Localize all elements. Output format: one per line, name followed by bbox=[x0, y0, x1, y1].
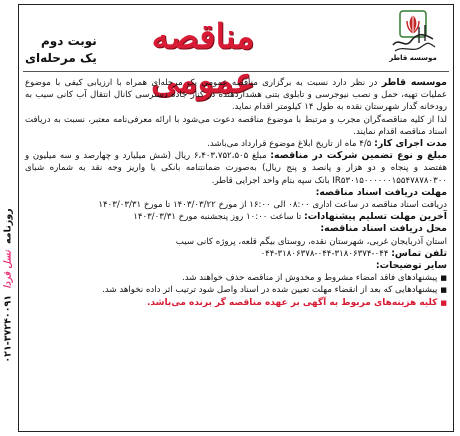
submit-deadline-label: آخرین مهلت تسلیم پیشنهادات: bbox=[304, 211, 447, 223]
calligraphy-logo-icon bbox=[389, 15, 437, 55]
stage-label: یک مرحله‌ای bbox=[25, 51, 97, 65]
receive-deadline-heading bbox=[25, 187, 447, 199]
duration-section bbox=[25, 138, 447, 150]
note-item bbox=[25, 272, 447, 284]
note-2: پیشنهادهایی که بعد از انقضاء مهلت تعیین شده در اسناد واصل شود ترتیب اثر داده نخواهد شد. bbox=[102, 285, 438, 296]
intro-paragraph-2: لذا از کلیه مناقصه‌گران مجرب و مرتبط با موضوع مناقصه دعوت می‌شود با ارائه معرفی‌نامه معتبر، نسبت به دریافت اسناد مناقصه اقدام نمایند. bbox=[25, 114, 447, 137]
guarantee-section bbox=[25, 150, 447, 187]
phone-section bbox=[25, 248, 447, 260]
phone-label: تلفن تماس: bbox=[391, 247, 447, 259]
other-notes-heading bbox=[25, 260, 447, 272]
ad-frame bbox=[18, 4, 454, 432]
intro-text: در نظر دارد نسبت به برگزاری مناقصه عمومی یک مرحله‌ای همراه با ارزیابی کیفی با موضوع عملیات تهیه، حمل و نصب نیوجرسی و تابلوی بتنی هشداردهنده در کنار جاده دسترسی کانال انتقال آب کانی سیب به رودخانه گدار شهرستان نقده به طول ۱۴ کیلومتر اقدام نماید. bbox=[25, 78, 447, 113]
note-3: کلیه هزینه‌های مربوط به آگهی بر عهده مناقصه گر برنده می‌باشد. bbox=[147, 297, 438, 308]
note-1: پیشنهادهای فاقد امضاء مشروط و مخدوش از مناقصه حذف خواهند شد. bbox=[182, 273, 438, 284]
location-label: محل دریافت اسناد مناقصه: bbox=[320, 223, 447, 235]
note-item bbox=[25, 284, 447, 296]
other-notes-label: سایر توضیحات: bbox=[375, 260, 447, 272]
newspaper-name: روزنامه bbox=[2, 208, 14, 244]
newspaper-phone: ۰۲۱-۳۷۲۴۰۰۹۱ bbox=[2, 294, 14, 363]
ad-title: مناقصه عمومی bbox=[150, 17, 256, 101]
newspaper-brand: نسل فردا bbox=[2, 250, 14, 289]
submit-deadline-value: تا ساعت ۱۰:۰۰ روز پنجشنبه مورخ ۱۴۰۳/۰۳/۳۱ bbox=[133, 212, 305, 223]
guarantee-label: مبلغ و نوع تضمین شرکت در مناقصه: bbox=[270, 150, 447, 162]
duration-label: مدت اجرای کار: bbox=[374, 138, 447, 150]
guarantee-value: مبلغ ۶،۴۰۳،۷۵۲،۵۰۵ ریال (شش میلیارد و چهارصد و سه میلیون و هفتصد و پنجاه و دو هزار و پانصد و پنج ریال) به‌صورت ضمانتنامه بانکی یا واریز وجه نقد به شماره شبای IR۵۳۰۱۵۰۰۰۰۰۰۱۵۵۴۷۸۷۸۰۳۰۰ بانک سپه بنام واحد اجرایی قاطر. bbox=[25, 151, 447, 186]
phone-value: ۰۴۴-۳۱۸۰۶۳۷۴-۰۴۴-۳۱۸۰۶۳۷۸-۰۴۴ bbox=[260, 248, 392, 259]
receive-deadline-value: دریافت اسناد مناقصه در ساعت اداری ۰۸:۰۰ الی ۱۶:۰۰ از مورخ ۱۴۰۳/۰۳/۲۲ تا مورخ ۱۴۰۳/۰۳/۳۱ bbox=[98, 200, 447, 211]
ad-body bbox=[25, 77, 447, 427]
turn-label: نوبت دوم bbox=[40, 34, 97, 48]
organization-label: موسسه قاطر bbox=[389, 54, 437, 62]
intro-paragraph bbox=[25, 77, 447, 114]
duration-value: ۴/۵ ماه از تاریخ ابلاغ موضوع قرارداد می‌باشد. bbox=[207, 139, 375, 150]
location-value: استان آذربایجان غربی، شهرستان نقده، روستای بیگم قلعه، پروژه کانی سیب bbox=[175, 236, 447, 247]
turn-info bbox=[25, 33, 97, 67]
note-item bbox=[25, 297, 447, 309]
location-heading bbox=[25, 223, 447, 235]
header-divider bbox=[23, 71, 449, 72]
newspaper-tag-text bbox=[3, 158, 14, 414]
newspaper-side-tag bbox=[0, 130, 16, 430]
submit-deadline-section bbox=[25, 211, 447, 223]
intro-lead: موسسه قاطر bbox=[381, 77, 447, 88]
receive-deadline-label: مهلت دریافت اسناد مناقصه: bbox=[315, 186, 447, 198]
